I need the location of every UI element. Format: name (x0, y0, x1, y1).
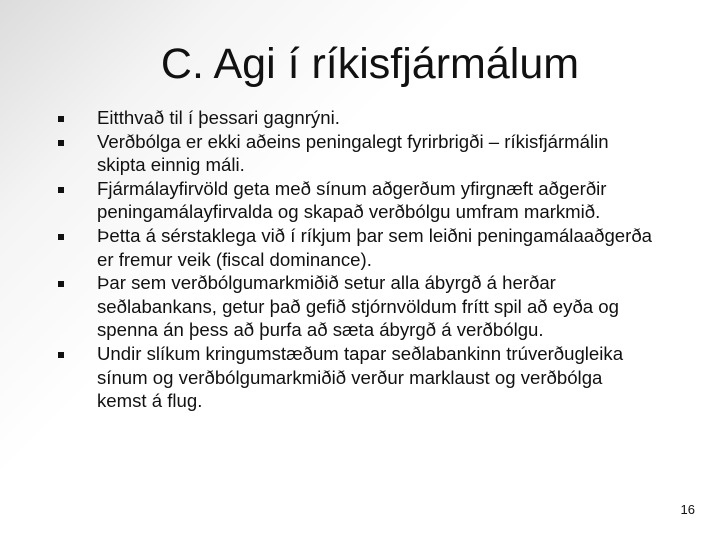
bullet-item (55, 106, 655, 130)
bullet-text: Þar sem verðbólgumarkmiðið setur alla ábyrgð á herðar seðlabankans, getur það gefið stjórnvöldum frítt spil að eyða og spenna án þess að þurfa að sæta ábyrgð á verðbólgu. (97, 272, 619, 341)
bullet-item (55, 130, 655, 177)
page-number: 16 (680, 502, 695, 517)
bullet-text: Fjármálayfirvöld geta með sínum aðgerðum yfirgnæft aðgerðir peningamálayfirvalda og skapað verðbólgu umfram markmið. (97, 177, 607, 223)
square-bullet-icon (58, 116, 64, 122)
bullet-text: Eitthvað til í þessari gagnrýni. (97, 107, 340, 128)
bullet-list (55, 106, 655, 413)
bullet-item (55, 224, 655, 271)
square-bullet-icon (58, 281, 64, 287)
bullet-text: Þetta á sérstaklega við í ríkjum þar sem leiðni peningamálaaðgerða er fremur veik (fiscal dominance). (97, 224, 653, 270)
bullet-text: Undir slíkum kringumstæðum tapar seðlabankinn trúverðugleika sínum og verðbólgumarkmiðið verður marklaust og verðbólga kemst á flug. (97, 342, 624, 412)
square-bullet-icon (58, 352, 64, 358)
bullet-text: Verðbólga er ekki aðeins peningalegt fyrirbrigði – ríkisfjármálin skipta einnig máli. (97, 130, 609, 176)
bullet-item (55, 342, 655, 413)
bullet-item (55, 177, 655, 224)
slide-title: C. Agi í ríkisfjármálum (160, 40, 580, 88)
square-bullet-icon (58, 140, 64, 146)
square-bullet-icon (58, 234, 64, 240)
bullet-item (55, 271, 655, 342)
square-bullet-icon (58, 187, 64, 193)
